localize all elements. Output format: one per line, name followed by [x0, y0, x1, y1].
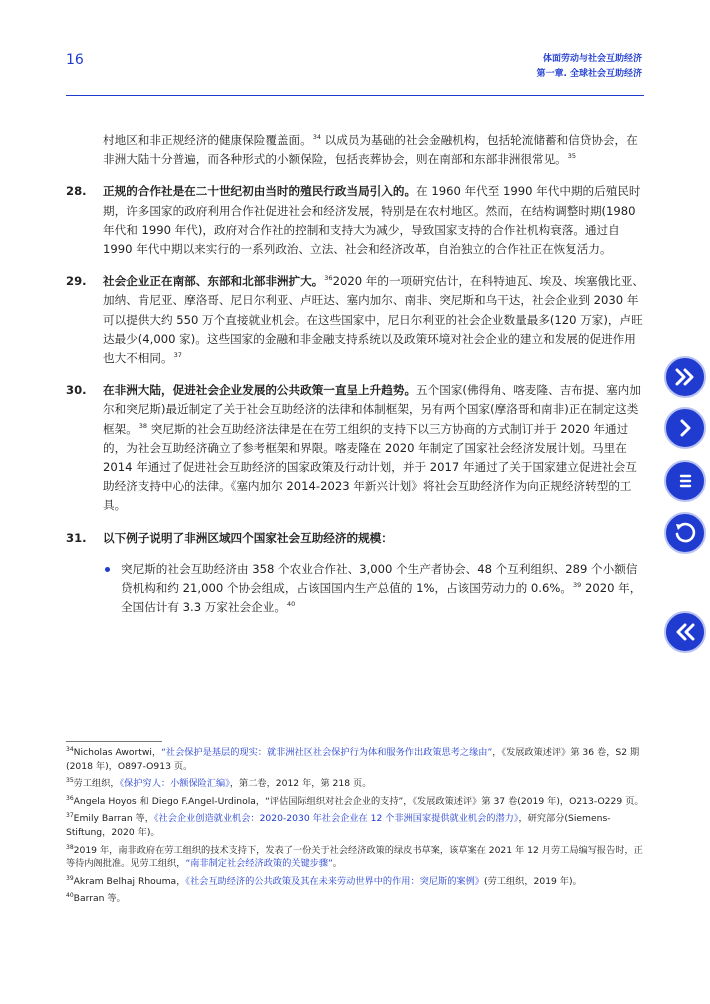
paragraph-number: 30. — [66, 383, 87, 398]
list-item — [103, 560, 646, 618]
paragraph-30 — [66, 381, 646, 515]
footnote-number: 37 — [66, 812, 74, 820]
footnote-number: 38 — [66, 843, 74, 851]
footnote — [66, 844, 646, 871]
paragraph-text: 在 1960 年代至 1990 年代中期的后殖民时期，许多国家的政府利用合作社促进社会和经济发展，特别是在农村地区。然而，在结构调整时期(1980 年代和 1990 年代)，政府对合作社的控制和支持大为减少，导致国家支持的合作社机构衰落。通过自 1990 年代中期以来实行的一系列政治、立法、社会和经济改革，自治独立的合作社正在恢复活力。 — [103, 184, 641, 257]
paragraph-body — [103, 182, 646, 259]
paragraph-body — [103, 529, 646, 548]
footnote-ref[interactable]: 34 — [312, 133, 321, 142]
next-page-button[interactable] — [664, 407, 706, 449]
footnote-text: Akram Belhaj Rhouma， — [73, 875, 186, 887]
footnote-text: Angela Hoyos 和 Diego F.Angel-Urdinola，“评估国际组织对社会企业的支持”，《发展政策述评》第 37 卷(2019 年)，O213-O229 页。 — [73, 795, 644, 807]
fast-rewind-button[interactable] — [664, 611, 706, 653]
bullet-icon — [105, 567, 110, 572]
paragraph-body — [103, 272, 646, 368]
footnote-text: Emily Barran 等， — [73, 813, 154, 825]
paragraph-number: 29. — [66, 274, 87, 289]
fast-forward-icon — [673, 365, 697, 389]
fast-rewind-icon — [673, 620, 697, 644]
footnote-text: 劳工组织， — [73, 778, 120, 790]
footnote-number: 36 — [66, 794, 74, 802]
footnote-text: ，第二卷，2012 年，第 218 页。 — [229, 778, 372, 790]
footnote-ref[interactable]: 36 — [324, 274, 333, 283]
header-rule — [66, 95, 644, 96]
paragraph-text-2: 突尼斯的社会互助经济法律是在在劳工组织的支持下以三方协商的方式制订并于 2020 年通过的，为社会互助经济确立了参考框架和界限。喀麦隆在 2020 年制定了国家社会经济发展计划。马里在 2014 年通过了促进社会互助经济的国家政策及行动计划，并于 2017 年通过了关于国家建立促进社会互助经济支持中心的法律。《塞内加尔 2014-2023 年新兴计划》将社会互助经济作为向正规经济转型的工具。 — [103, 421, 637, 513]
paragraph-number: 28. — [66, 184, 87, 199]
page-number: 16 — [66, 52, 84, 68]
paragraph-28 — [66, 182, 646, 259]
paragraph-text: 五个国家(佛得角、喀麦隆、吉布提、塞内加尔和突尼斯)最近制定了关于社会互助经济的法律和体制框架，另有两个国家(摩洛哥和南非)正在制定这类框架。 — [103, 383, 641, 436]
table-of-contents-icon — [673, 469, 697, 493]
footnote-number: 40 — [66, 892, 74, 900]
footnote-ref[interactable]: 38 — [138, 421, 148, 430]
footnote-number: 34 — [66, 745, 74, 753]
footnote-rule — [66, 741, 162, 742]
paragraph-lead: 社会企业正在南部、东部和北部非洲扩大。 — [103, 274, 324, 289]
paragraph-number: 31. — [66, 530, 87, 545]
footnote-text: 2019 年，南非政府在劳工组织的技术支持下，发表了一份关于社会经济政策的绿皮书草案，该草案在 2021 年 12 月劳工局编写报告时，正等待内阁批准。见劳工组织， — [66, 844, 643, 870]
continuation-text-2: 以成员为基础的社会金融机构，包括轮流储蓄和信贷协会，在非洲大陆十分普遍，而各种形式的小额保险，包括丧葬协会，则在南部和东部非洲很常见。 — [103, 133, 638, 167]
back-button[interactable] — [664, 512, 706, 554]
footnote-link[interactable]: 《社会互助经济的公共政策及其在未来劳动世界中的作用：突尼斯的案例》 — [185, 875, 484, 887]
footnote — [66, 875, 646, 889]
footnotes — [66, 746, 646, 910]
table-of-contents-button[interactable] — [664, 460, 706, 502]
footnote-ref[interactable]: 35 — [567, 152, 577, 161]
footnote-text: ，研究部分(Siemens-Stiftung，2020 年)。 — [66, 813, 611, 838]
bullet-text: 突尼斯的社会互助经济由 358 个农业合作社、3,000 个生产者协会、48 个互利组织、289 个小额信贷机构和约 21,000 个协会组成，占该国国内生产总值的 1%，占该国劳动力的 0.6%。 — [121, 561, 638, 596]
bullet-list — [103, 560, 646, 618]
continuation-text: 村地区和非正规经济的健康保险覆盖面。 — [103, 133, 312, 147]
footnote-link[interactable]: “南非制定社会经济政策的关键步骤” — [185, 858, 333, 870]
continuation-paragraph — [103, 131, 646, 169]
paragraph-text: 2020 年的一项研究估计，在科特迪瓦、埃及、埃塞俄比亚、加纳、肯尼亚、摩洛哥、尼日尔利亚、卢旺达、塞内加尔、南非、突尼斯和乌干达，社会企业到 2030 年可以提供大约 550 万个直接就业机会。在这些国家中，尼日尔利亚的社会企业数量最多(120 万家)，卢旺达最少(4,000 家)。这些国家的金融和非金融支持系统以及政策环境对社会企业的建立和发展的促进作用也大不相同。 — [103, 274, 645, 366]
footnote-text: 。 — [332, 858, 342, 870]
report-title: 体面劳动与社会互助经济 — [542, 54, 642, 64]
footnote-ref[interactable]: 39 — [572, 581, 582, 590]
footnote — [66, 746, 646, 773]
fast-forward-button[interactable] — [664, 356, 706, 398]
paragraph-lead: 以下例子说明了非洲区域四个国家社会互助经济的规模： — [103, 530, 393, 545]
footnote-text: Nicholas Awortwi， — [73, 747, 162, 758]
back-icon — [672, 520, 698, 546]
paragraph-lead: 在非洲大陆，促进社会企业发展的公共政策一直呈上升趋势。 — [103, 383, 417, 398]
footnote-text: (劳工组织，2019 年)。 — [483, 875, 582, 887]
bullet-text-2: 2020 年，全国估计有 3.3 万家社会企业。 — [121, 581, 642, 615]
footnote — [66, 812, 646, 839]
footnote-number: 35 — [66, 777, 74, 785]
footnote-link[interactable]: 《社会企业创造就业机会：2020-2030 年社会企业在 12 个非洲国家提供就业机会的潜力》 — [153, 813, 519, 825]
chapter-title: 第一章. 全球社会互助经济 — [536, 69, 642, 79]
footnote-link[interactable]: 《保护穷人：小额保险汇编》 — [119, 778, 230, 790]
paragraph-31 — [66, 529, 646, 548]
running-header — [536, 52, 642, 82]
next-page-icon — [673, 416, 697, 440]
footnote-text: Barran 等。 — [73, 893, 126, 905]
footnote-number: 39 — [66, 874, 74, 882]
footnote-text: ，《发展政策述评》第 36 卷，S2 期(2018 年)，O897-O913 页。 — [66, 747, 640, 772]
paragraph-lead: 正规的合作社是在二十世纪初由当时的殖民行政当局引入的。 — [103, 184, 417, 199]
footnote — [66, 795, 646, 809]
paragraph-29 — [66, 272, 646, 368]
footnote-ref[interactable]: 40 — [286, 600, 296, 609]
footnote — [66, 777, 646, 791]
paragraph-body — [103, 381, 646, 515]
body-text — [66, 131, 646, 617]
footnote-link[interactable]: “社会保护是基层的现实：就非洲社区社会保护行为体和服务作出政策思考之缘由” — [161, 747, 493, 758]
footnote-ref[interactable]: 37 — [173, 351, 182, 360]
footnote — [66, 892, 646, 906]
